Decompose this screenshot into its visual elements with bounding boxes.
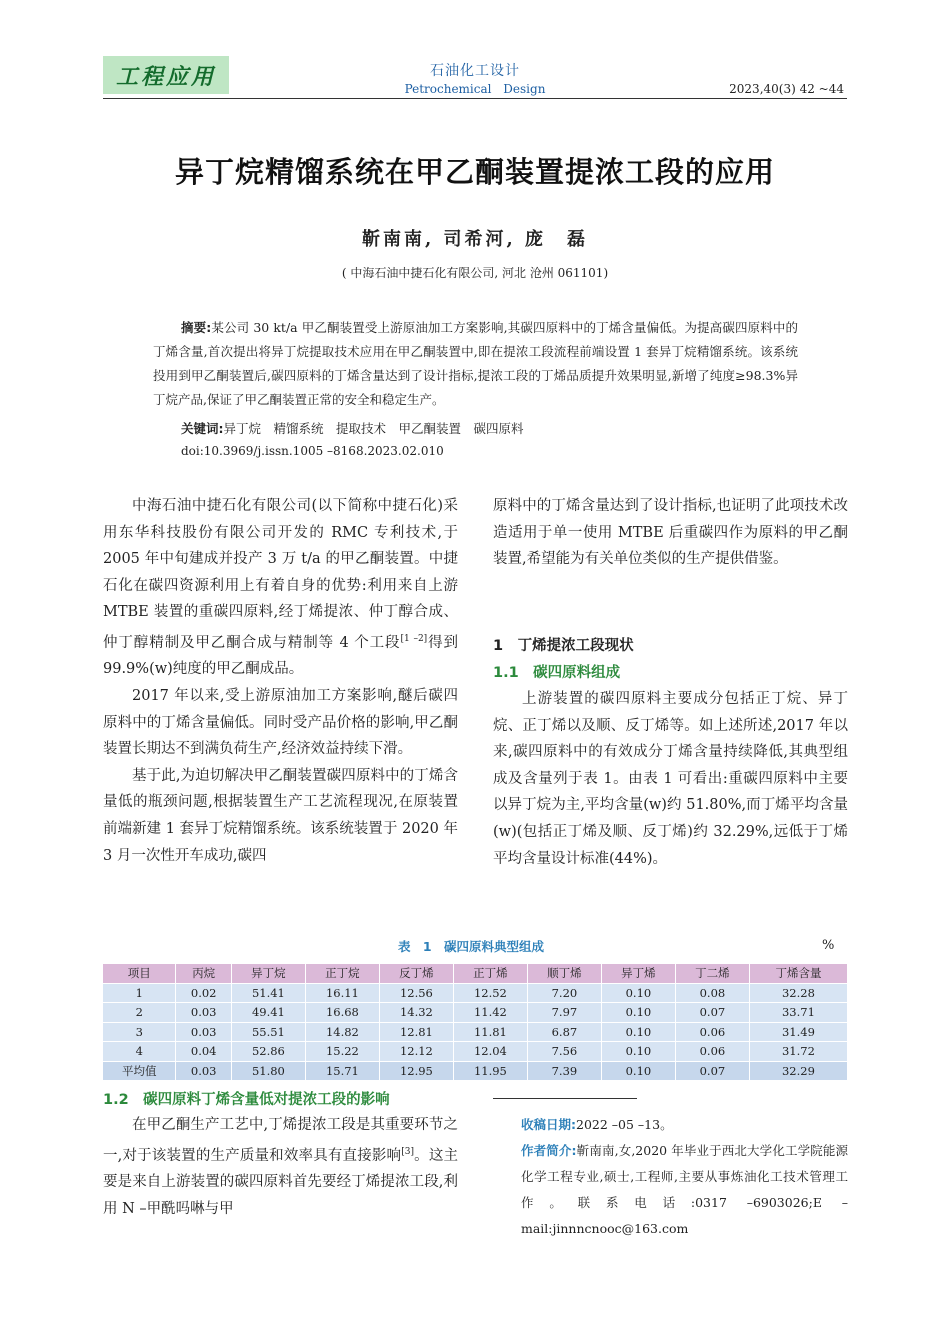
paragraph	[103, 1112, 458, 1222]
affiliation: ( 中海石油中捷石化有限公司, 河北 沧州 061101)	[341, 266, 609, 280]
received-value: 2022 –05 –13。	[576, 1117, 673, 1132]
table-body	[103, 983, 848, 1080]
table-cell: 0.10	[601, 1003, 675, 1023]
table-cell: 4	[103, 1042, 176, 1062]
authors: 靳南南, 司希河, 庞 磊	[361, 229, 589, 250]
table-cell: 平均值	[103, 1061, 176, 1080]
section-heading-1: 1 丁烯提浓工段现状	[493, 638, 634, 654]
table-cell: 31.72	[749, 1042, 847, 1062]
table-cell: 0.07	[675, 1003, 749, 1023]
table-cell: 55.51	[231, 1022, 305, 1042]
table-row	[103, 983, 848, 1003]
table-header-cell: 顺丁烯	[527, 964, 601, 983]
table-cell: 33.71	[749, 1003, 847, 1023]
table-cell: 0.04	[176, 1042, 231, 1062]
table-cell: 7.20	[527, 983, 601, 1003]
paper-title: 异丁烷精馏系统在甲乙酮装置提浓工段的应用	[174, 155, 775, 189]
table-header-row	[103, 964, 848, 983]
table-cell: 16.68	[305, 1003, 379, 1023]
table-cell: 16.11	[305, 983, 379, 1003]
abstract	[153, 316, 798, 412]
table-cell: 31.49	[749, 1022, 847, 1042]
table-cell: 12.56	[379, 983, 453, 1003]
footnote-rule	[493, 1098, 637, 1099]
table-cell: 11.81	[453, 1022, 527, 1042]
table-cell: 32.28	[749, 983, 847, 1003]
paragraph	[103, 493, 458, 683]
table-caption: 表 1 碳四原料典型组成	[398, 939, 545, 954]
table-unit: %	[822, 938, 835, 953]
body-right-column	[493, 493, 848, 573]
section-heading-1-2: 1.2 碳四原料丁烯含量低对提浓工段的影响	[103, 1092, 390, 1108]
table-cell: 49.41	[231, 1003, 305, 1023]
composition-table	[103, 964, 848, 1080]
table-row	[103, 1061, 848, 1080]
table-cell: 0.10	[601, 1042, 675, 1062]
table-cell: 15.22	[305, 1042, 379, 1062]
paragraph-text: 得到 99.9%(w)纯度的甲乙酮成品。	[103, 634, 459, 678]
author-bio-label: 作者简介:	[521, 1143, 577, 1158]
table-cell: 12.04	[453, 1042, 527, 1062]
table-header-cell: 项目	[103, 964, 176, 983]
table-cell: 11.42	[453, 1003, 527, 1023]
table-cell: 52.86	[231, 1042, 305, 1062]
table-cell: 0.10	[601, 1022, 675, 1042]
paragraph: 原料中的丁烯含量达到了设计指标,也证明了此项技术改造适用于单一使用 MTBE 后重碳四作为原料的甲乙酮装置,希望能为有关单位类似的生产提供借鉴。	[493, 498, 848, 568]
section-heading-1-1: 1.1 碳四原料组成	[493, 665, 621, 681]
table-header-cell: 正丁烯	[453, 964, 527, 983]
issue-info: 2023,40(3) 42 ~44	[729, 82, 844, 96]
table-header-cell: 丁烯含量	[749, 964, 847, 983]
table-cell: 12.81	[379, 1022, 453, 1042]
received-date	[493, 1112, 848, 1138]
paragraph-text: 在甲乙酮生产工艺中,丁烯提浓工段是其重要环节之一,对于该装置的生产质量和效率具有直接影响	[103, 1117, 458, 1164]
keywords	[181, 419, 524, 437]
body-left-section	[103, 1112, 458, 1222]
paragraph: 上游装置的碳四原料主要成分包括正丁烷、异丁烷、正丁烯以及顺、反丁烯等。如上述所述,2017 年以来,碳四原料中的有效成分丁烯含量持续降低,其典型组成及含量列于表 1。由表 1 可看出:重碳四原料中主要以异丁烷为主,平均含量(w)约 51.80%,而丁烯平均含量(w)(包括正丁烯及顺、反丁烯)约 32.29%,远低于丁烯平均含量设计标准(44%)。	[493, 691, 848, 867]
table-cell: 12.95	[379, 1061, 453, 1080]
table-cell: 0.10	[601, 983, 675, 1003]
body-right-section	[493, 686, 848, 872]
table-cell: 15.71	[305, 1061, 379, 1080]
table-cell: 0.08	[675, 983, 749, 1003]
journal-name-cn: 石油化工设计	[430, 63, 520, 79]
received-label: 收稿日期:	[521, 1117, 576, 1132]
table-cell: 7.39	[527, 1061, 601, 1080]
table-cell: 12.12	[379, 1042, 453, 1062]
table-cell: 3	[103, 1022, 176, 1042]
table-cell: 12.52	[453, 983, 527, 1003]
table-cell: 0.06	[675, 1022, 749, 1042]
table-cell: 1	[103, 983, 176, 1003]
section-badge: 工程应用	[103, 56, 229, 94]
table-cell: 0.03	[176, 1061, 231, 1080]
table-cell: 0.03	[176, 1003, 231, 1023]
table-cell: 7.56	[527, 1042, 601, 1062]
table-cell: 6.87	[527, 1022, 601, 1042]
table-row	[103, 1003, 848, 1023]
table-cell: 11.95	[453, 1061, 527, 1080]
citation: [3]	[401, 1146, 414, 1157]
header-rule	[103, 98, 847, 99]
citation: [1 –2]	[400, 633, 428, 644]
table-row	[103, 1022, 848, 1042]
table-header-cell: 异丁烷	[231, 964, 305, 983]
author-bio-text: 靳南南,女,2020 年毕业于西北大学化工学院能源化学工程专业,硕士,工程师,主要从事炼油化工技术管理工作。联系电话:0317 –6903026;E –mail:jinnncnooc@163.com	[521, 1143, 849, 1236]
body-left-column	[103, 493, 458, 869]
paragraph: 2017 年以来,受上游原油加工方案影响,醚后碳四原料中的丁烯含量偏低。同时受产品价格的影响,甲乙酮装置长期达不到满负荷生产,经济效益持续下滑。	[103, 687, 458, 758]
table-cell: 0.06	[675, 1042, 749, 1062]
journal-name-en: Petrochemical Design	[404, 82, 546, 96]
table-header-cell: 正丁烷	[305, 964, 379, 983]
abstract-text: 某公司 30 kt/a 甲乙酮装置受上游原油加工方案影响,其碳四原料中的丁烯含量偏低。为提高碳四原料中的丁烯含量,首次提出将异丁烷提取技术应用在甲乙酮装置中,即在提浓工段流程前端设置 1 套异丁烷精馏系统。该系统投用到甲乙酮装置后,碳四原料的丁烯含量达到了设计指标,提浓工段的丁烯品质提升效果明显,新增了纯度≥98.3%异丁烷产品,保证了甲乙酮装置正常的安全和稳定生产。	[153, 320, 798, 407]
table-row	[103, 1042, 848, 1062]
table-cell: 51.80	[231, 1061, 305, 1080]
table-header-cell: 丁二烯	[675, 964, 749, 983]
keywords-label: 关键词:	[181, 421, 224, 436]
table-cell: 14.32	[379, 1003, 453, 1023]
table-cell: 0.07	[675, 1061, 749, 1080]
keywords-text: 异丁烷 精馏系统 提取技术 甲乙酮装置 碳四原料	[223, 421, 524, 436]
table-cell: 14.82	[305, 1022, 379, 1042]
footnote	[493, 1112, 848, 1242]
table-cell: 0.10	[601, 1061, 675, 1080]
doi: doi:10.3969/j.issn.1005 –8168.2023.02.010	[181, 444, 444, 458]
abstract-label: 摘要:	[181, 320, 212, 335]
table-header-cell: 丙烷	[176, 964, 231, 983]
table-cell: 2	[103, 1003, 176, 1023]
paragraph: 基于此,为迫切解决甲乙酮装置碳四原料中的丁烯含量低的瓶颈问题,根据装置生产工艺流程现况,在原装置前端新建 1 套异丁烷精馏系统。该系统装置于 2020 年 3 月一次性开车成功,碳四	[103, 767, 458, 864]
table-cell: 32.29	[749, 1061, 847, 1080]
paragraph-text: 。这主要是来自上游装置的碳四原料首先要经丁烯提浓工段,利用 N –甲酰吗啉与甲	[103, 1147, 459, 1217]
paragraph-text: 中海石油中捷石化有限公司(以下简称中捷石化)采用东华科技股份有限公司开发的 RMC 专利技术,于 2005 年中旬建成并投产 3 万 t/a 的甲乙酮装置。中捷石化在碳四资源利用上有着自身的优势:利用来自上游 MTBE 装置的重碳四原料,经丁烯提浓、仲丁醇合成、仲丁醇精制及甲乙酮合成与精制等 4 个工段	[103, 498, 458, 651]
table-cell: 0.02	[176, 983, 231, 1003]
table-header-cell: 反丁烯	[379, 964, 453, 983]
author-bio	[493, 1138, 848, 1242]
table-cell: 0.03	[176, 1022, 231, 1042]
table-header-cell: 异丁烯	[601, 964, 675, 983]
table-cell: 7.97	[527, 1003, 601, 1023]
table-cell: 51.41	[231, 983, 305, 1003]
